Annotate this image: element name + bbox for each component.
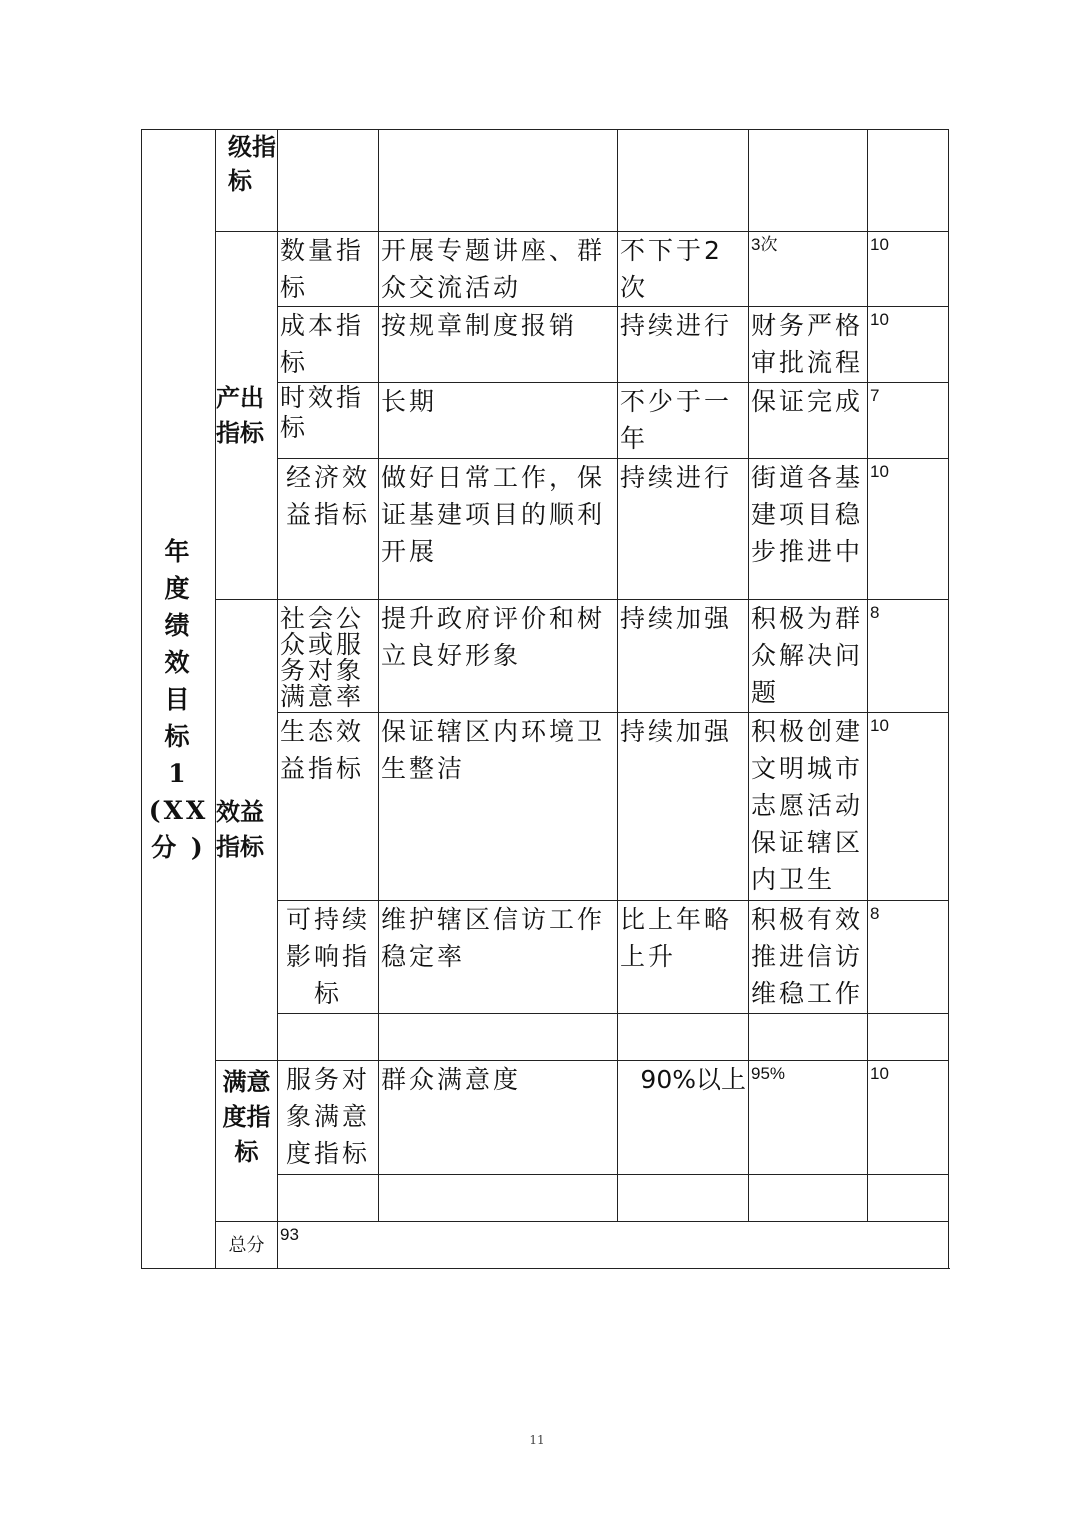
indicator-target: 不下于2次 (618, 232, 749, 307)
empty-cell (618, 1175, 749, 1222)
empty-cell (868, 1014, 949, 1061)
table-row (142, 130, 949, 232)
total-label: 总分 (216, 1222, 278, 1269)
goal-line: 度 (164, 573, 193, 603)
indicator-score: 8 (868, 901, 949, 1014)
level2-indicator: 生态效益指标 (278, 713, 379, 901)
empty-cell (618, 1014, 749, 1061)
table-row (142, 1061, 949, 1175)
level1-indicator-continued: 级指标 (216, 130, 278, 232)
indicator-score: 10 (868, 307, 949, 383)
table-row (142, 600, 949, 713)
goal-line: 标 (164, 721, 193, 751)
performance-table (141, 129, 949, 1269)
indicator-content: 按规章制度报销 (379, 307, 618, 383)
goal-line: 年 (164, 536, 193, 566)
total-value: 93 (278, 1222, 949, 1269)
indicator-actual: 积极有效推进信访维稳工作 (749, 901, 868, 1014)
empty-cell (749, 1175, 868, 1222)
annual-goal-cell (142, 130, 216, 1269)
indicator-content: 做好日常工作，保证基建项目的顺利开展 (379, 459, 618, 600)
level2-indicator: 可持续影响指标 (278, 901, 379, 1014)
empty-cell (278, 1175, 379, 1222)
indicator-content: 维护辖区信访工作稳定率 (379, 901, 618, 1014)
level2-indicator-text: 时效指标 (280, 383, 365, 442)
level2-indicator: 社会公众或服务对象满意率 (278, 600, 379, 713)
goal-line: 目 (164, 684, 193, 714)
level2-indicator: 成本指标 (278, 307, 379, 383)
indicator-target: 持续加强 (618, 713, 749, 901)
indicator-target: 持续进行 (618, 459, 749, 600)
indicator-content: 群众满意度 (379, 1061, 618, 1175)
indicator-actual: 积极创建文明城市志愿活动保证辖区内卫生 (749, 713, 868, 901)
indicator-actual: 积极为群众解决问题 (749, 600, 868, 713)
indicator-content: 保证辖区内环境卫生整洁 (379, 713, 618, 901)
indicator-content: 开展专题讲座、群众交流活动 (379, 232, 618, 307)
empty-cell (379, 130, 618, 232)
indicator-score: 10 (868, 713, 949, 901)
goal-line: 分 ) (151, 832, 206, 862)
empty-cell (278, 130, 379, 232)
benefit-indicator-label: 效益指标 (216, 600, 278, 1061)
total-row (142, 1222, 949, 1269)
indicator-score: 7 (868, 383, 949, 459)
indicator-target: 比上年略上升 (618, 901, 749, 1014)
goal-line: 效 (164, 647, 193, 677)
indicator-score: 10 (868, 1061, 949, 1175)
indicator-actual: 3次 (749, 232, 868, 307)
indicator-target: 持续加强 (618, 600, 749, 713)
indicator-actual: 财务严格审批流程 (749, 307, 868, 383)
output-indicator-label: 产出指标 (216, 232, 278, 600)
indicator-target: 90%以上 (618, 1061, 749, 1175)
level2-indicator: 经济效益指标 (278, 459, 379, 600)
table-row (142, 232, 949, 307)
indicator-actual: 街道各基建项目稳步推进中 (749, 459, 868, 600)
empty-cell (379, 1175, 618, 1222)
indicator-target: 持续进行 (618, 307, 749, 383)
level2-indicator: 数量指标 (278, 232, 379, 307)
empty-cell (749, 130, 868, 232)
indicator-target: 不少于一年 (618, 383, 749, 459)
indicator-score: 10 (868, 232, 949, 307)
page-number: 11 (529, 1433, 545, 1447)
empty-cell (749, 1014, 868, 1061)
indicator-actual: 保证完成 (749, 383, 868, 459)
indicator-score: 8 (868, 600, 949, 713)
indicator-content: 提升政府评价和树立良好形象 (379, 600, 618, 713)
level2-indicator: 服务对象满意度指标 (278, 1061, 379, 1175)
indicator-actual: 95% (749, 1061, 868, 1175)
empty-cell (868, 1175, 949, 1222)
empty-cell (379, 1014, 618, 1061)
goal-line: 1 (168, 758, 189, 788)
level2-indicator (278, 383, 379, 459)
indicator-content: 长期 (379, 383, 618, 459)
goal-line: (XX (148, 795, 209, 825)
empty-cell (868, 130, 949, 232)
indicator-score: 10 (868, 459, 949, 600)
empty-cell (618, 130, 749, 232)
goal-line: 绩 (164, 610, 193, 640)
satisfaction-indicator-label: 满意度指标 (216, 1061, 278, 1222)
empty-cell (278, 1014, 379, 1061)
